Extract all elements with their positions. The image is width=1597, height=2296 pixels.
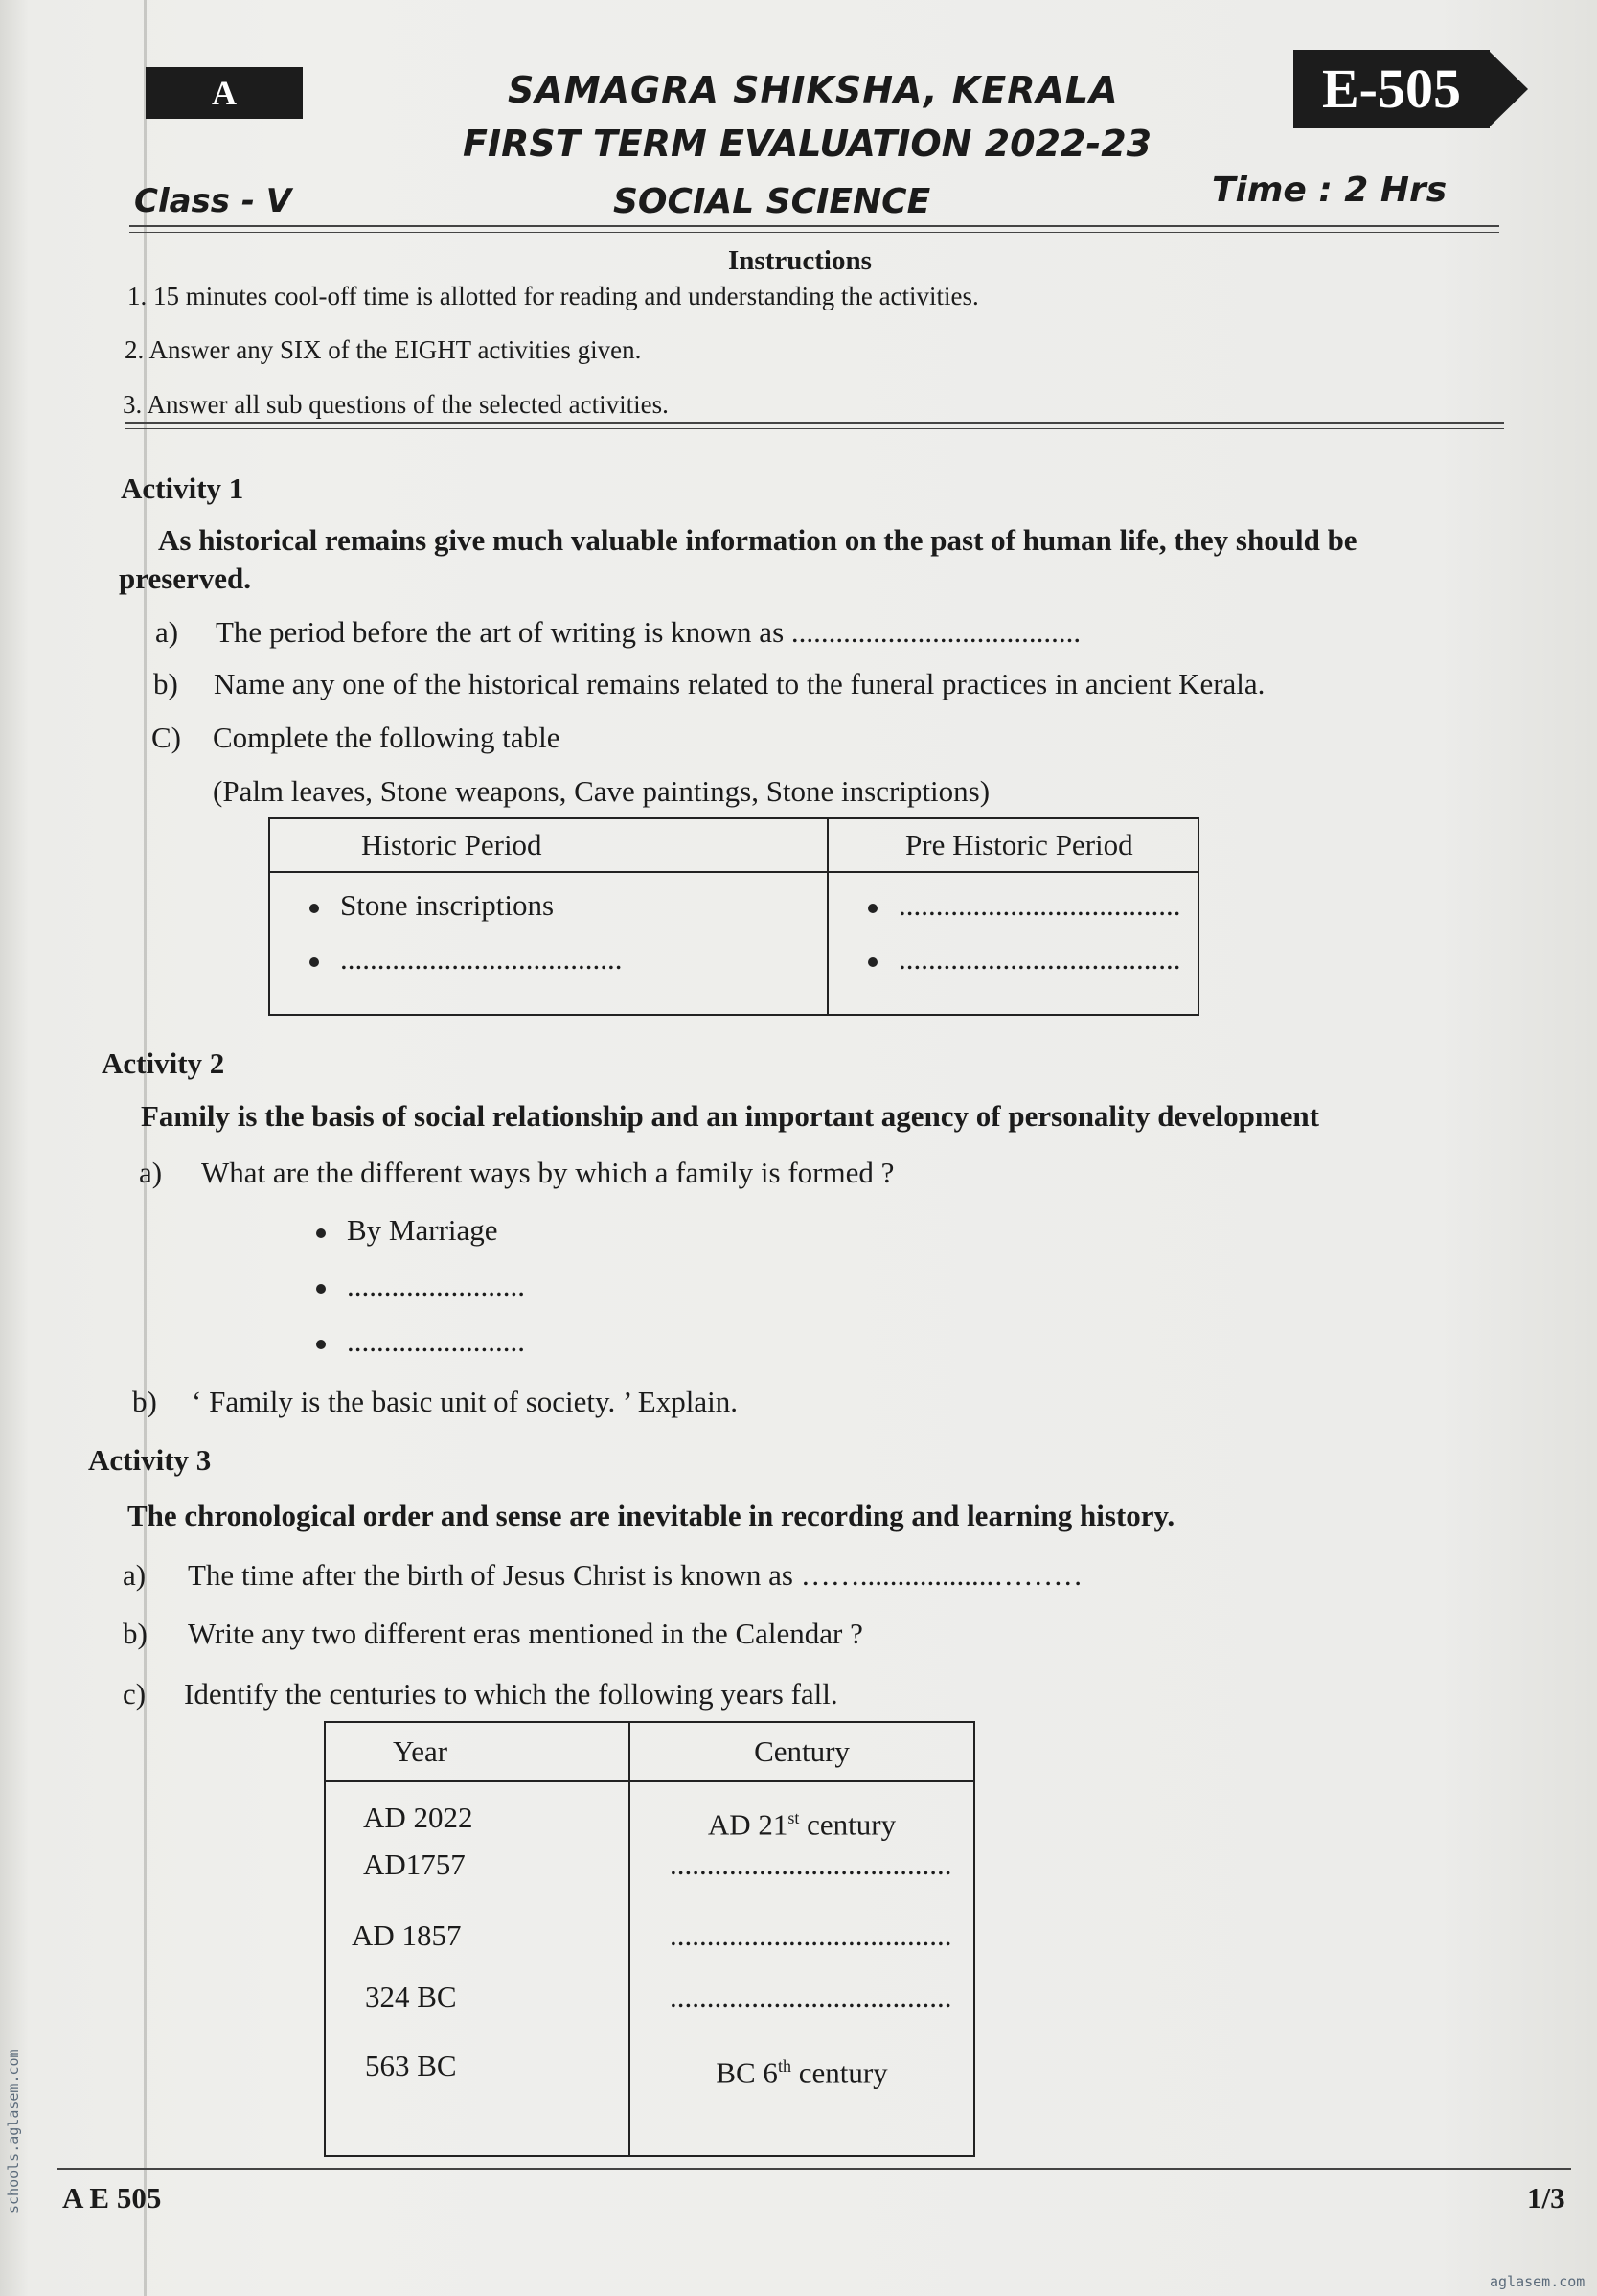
period-table [268, 817, 1199, 1016]
activity1-title: Activity 1 [121, 471, 244, 505]
watermark-right: aglasem.com [1490, 2273, 1586, 2290]
answer-blank: ...................................... [670, 1848, 952, 1881]
list-item [316, 1213, 498, 1248]
activity1-qc: Complete the following table [213, 721, 560, 754]
century-cell [631, 1790, 972, 1846]
paper-code-badge: E-505 [1293, 50, 1490, 128]
org-title: SAMAGRA SHIKSHA, KERALA [508, 69, 1119, 111]
list-item-text: By Marriage [347, 1213, 498, 1247]
activity2-stem: Family is the basis of social relationship and an important agency of personality development [141, 1099, 1319, 1133]
header-rule [129, 225, 1499, 227]
list-item [830, 932, 1197, 986]
activity2-title: Activity 2 [102, 1046, 225, 1080]
table-cell [828, 872, 1198, 1015]
instruction-item: 2. Answer any SIX of the EIGHT activities given. [125, 335, 642, 364]
cell-text: Stone inscriptions [340, 888, 555, 922]
answer-blank: ...................................... [670, 1980, 952, 2013]
table-header-cell: Century [629, 1722, 974, 1781]
activity1-qa: The period before the art of writing is known as ....................................... [216, 615, 1082, 649]
activity2-qa-label: a) [139, 1156, 163, 1189]
activity1-qb-label: b) [153, 667, 178, 700]
page-number: 1/3 [1527, 2181, 1565, 2215]
time-label: Time : 2 Hrs [1212, 171, 1448, 210]
set-label-badge: A [146, 67, 303, 119]
activity3-qb-label: b) [123, 1617, 148, 1650]
century-text: AD 21 [707, 1807, 788, 1842]
activity1-stem-cont: preserved. [119, 562, 252, 595]
century-suffix: th [777, 2056, 791, 2076]
answer-blank: ...................................... [670, 1918, 952, 1952]
activity3-title: Activity 3 [88, 1443, 212, 1477]
table-header-cell: Pre Historic Period [828, 818, 1198, 872]
answer-blank: ...................................... [340, 942, 623, 976]
activity3-qc: Identify the centuries to which the following years fall. [184, 1677, 838, 1711]
instruction-item: 1. 15 minutes cool-off time is allotted for reading and understanding the activities. [127, 282, 979, 310]
instruction-item: 3. Answer all sub questions of the selected activities. [123, 390, 669, 419]
subject-title: SOCIAL SCIENCE [613, 182, 931, 221]
century-table [324, 1721, 975, 2157]
list-item [271, 879, 826, 932]
year-cell: 563 BC [365, 2049, 457, 2082]
activity3-qa-label: a) [123, 1558, 147, 1592]
list-item [271, 932, 826, 986]
header-rule-2 [129, 232, 1499, 233]
instructions-rule [125, 422, 1504, 424]
exam-title: FIRST TERM EVALUATION 2022-23 [463, 123, 1152, 165]
paper-code-arrow [1488, 50, 1528, 128]
answer-blank: ...................................... [899, 942, 1181, 976]
instructions-heading: Instructions [728, 245, 872, 276]
century-cell [631, 2028, 972, 2104]
activity2-qa: What are the different ways by which a family is formed ? [201, 1156, 895, 1189]
century-column [629, 1781, 974, 2156]
footer-rule [57, 2168, 1571, 2170]
activity1-stem: As historical remains give much valuable information on the past of human life, they should be [158, 523, 1357, 557]
century-text: BC 6 [716, 2055, 778, 2090]
table-header-cell: Historic Period [269, 818, 828, 872]
activity2-qb-label: b) [132, 1385, 157, 1418]
instructions-rule-2 [125, 428, 1504, 429]
bullet-icon [316, 1284, 326, 1294]
class-label: Class - V [134, 182, 292, 220]
activity2-qb: ‘ Family is the basic unit of society. ’ Explain. [192, 1385, 738, 1418]
activity3-qa: The time after the birth of Jesus Christ is known as ……..................……… [188, 1558, 1084, 1592]
century-text: century [790, 2055, 888, 2090]
footer-code: A E 505 [62, 2181, 162, 2215]
activity1-qb: Name any one of the historical remains related to the funeral practices in ancient Kerala. [214, 667, 1266, 700]
century-text: century [799, 1807, 897, 1842]
bullet-icon [316, 1228, 326, 1238]
bullet-icon [309, 904, 319, 913]
year-cell: AD 2022 [363, 1801, 473, 1834]
list-item [316, 1324, 525, 1359]
activity1-options: (Palm leaves, Stone weapons, Cave paintings, Stone inscriptions) [213, 774, 991, 808]
year-cell: 324 BC [365, 1980, 457, 2013]
century-suffix: st [787, 1808, 800, 1827]
bullet-icon [868, 904, 878, 913]
table-cell [269, 872, 828, 1015]
answer-blank: ........................ [347, 1269, 525, 1302]
activity3-qc-label: c) [123, 1677, 147, 1711]
activity3-qb: Write any two different eras mentioned in the Calendar ? [188, 1617, 863, 1650]
answer-blank: ........................ [347, 1324, 525, 1358]
activity1-qa-label: a) [155, 615, 179, 649]
list-item [830, 879, 1197, 932]
year-cell: AD1757 [363, 1848, 466, 1881]
year-column [325, 1781, 629, 2156]
table-header-cell: Year [325, 1722, 629, 1781]
list-item [316, 1269, 525, 1303]
activity1-qc-label: C) [151, 721, 181, 754]
year-cell: AD 1857 [352, 1918, 462, 1952]
bullet-icon [868, 957, 878, 967]
bullet-icon [309, 957, 319, 967]
watermark-left: schools.aglasem.com [5, 2049, 22, 2214]
bullet-icon [316, 1340, 326, 1349]
answer-blank: ...................................... [899, 888, 1181, 922]
activity3-stem: The chronological order and sense are inevitable in recording and learning history. [127, 1499, 1175, 1532]
